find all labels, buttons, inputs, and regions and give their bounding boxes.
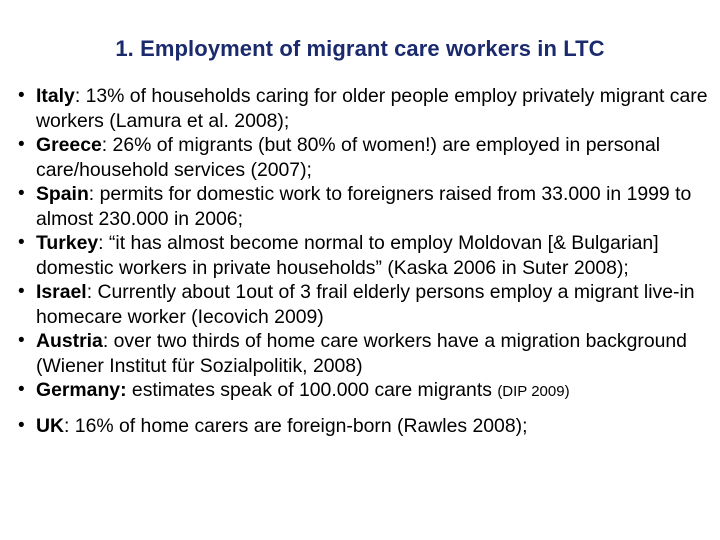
bullet-dot-icon: • — [18, 330, 25, 351]
bullet-spain — [18, 182, 718, 231]
bullet-dot-icon: • — [18, 134, 25, 155]
bullet-text: : “it has almost become normal to employ Moldovan [& Bulgarian] domestic workers in private households” (Kaska 2006 in Suter 2008); — [36, 232, 659, 279]
bullet-dot-icon: • — [18, 85, 25, 106]
bullet-text: estimates speak of 100.000 care migrants — [126, 379, 498, 401]
bullet-austria — [18, 329, 718, 378]
bullet-text: : Currently about 1out of 3 frail elderly persons employ a migrant live-in homecare worker (Iecovich 2009) — [36, 281, 695, 328]
bullet-israel — [18, 280, 718, 329]
bullet-greece — [18, 133, 718, 182]
bullet-italy — [18, 84, 718, 133]
bullet-text: : permits for domestic work to foreigners raised from 33.000 in 1999 to almost 230.000 in 2006; — [36, 183, 692, 230]
bullet-text: : over two thirds of home care workers have a migration background (Wiener Institut für Sozialpolitik, 2008) — [36, 330, 687, 377]
bullet-dot-icon: • — [18, 379, 25, 400]
country-label: Turkey — [36, 232, 99, 254]
bullet-text: : 16% of home carers are foreign-born (Rawles 2008); — [64, 414, 528, 437]
bullet-germany — [18, 378, 718, 405]
bullet-dot-icon: • — [18, 232, 25, 253]
country-label: UK — [36, 414, 65, 437]
country-label: Germany: — [36, 379, 127, 401]
country-label: Spain — [36, 183, 89, 205]
country-label: Italy — [36, 85, 75, 107]
bullet-dot-icon: • — [18, 281, 25, 302]
country-label: Greece — [36, 134, 102, 156]
bullet-text: : 26% of migrants (but 80% of women!) are employed in personal care/household services (2007); — [36, 134, 661, 181]
bullet-turkey — [18, 231, 718, 280]
bullet-dot-icon: • — [18, 183, 25, 204]
bullet-list — [18, 84, 718, 438]
bullet-uk — [18, 414, 718, 439]
country-label: Israel — [36, 281, 87, 303]
bullet-text: : 13% of households caring for older people employ privately migrant care workers (Lamura et al. 2008); — [36, 85, 708, 132]
bullet-source-note: (DIP 2009) — [497, 383, 570, 400]
country-label: Austria — [36, 330, 103, 352]
slide-title: 1. Employment of migrant care workers in LTC — [115, 36, 605, 61]
bullet-dot-icon: • — [18, 414, 25, 436]
